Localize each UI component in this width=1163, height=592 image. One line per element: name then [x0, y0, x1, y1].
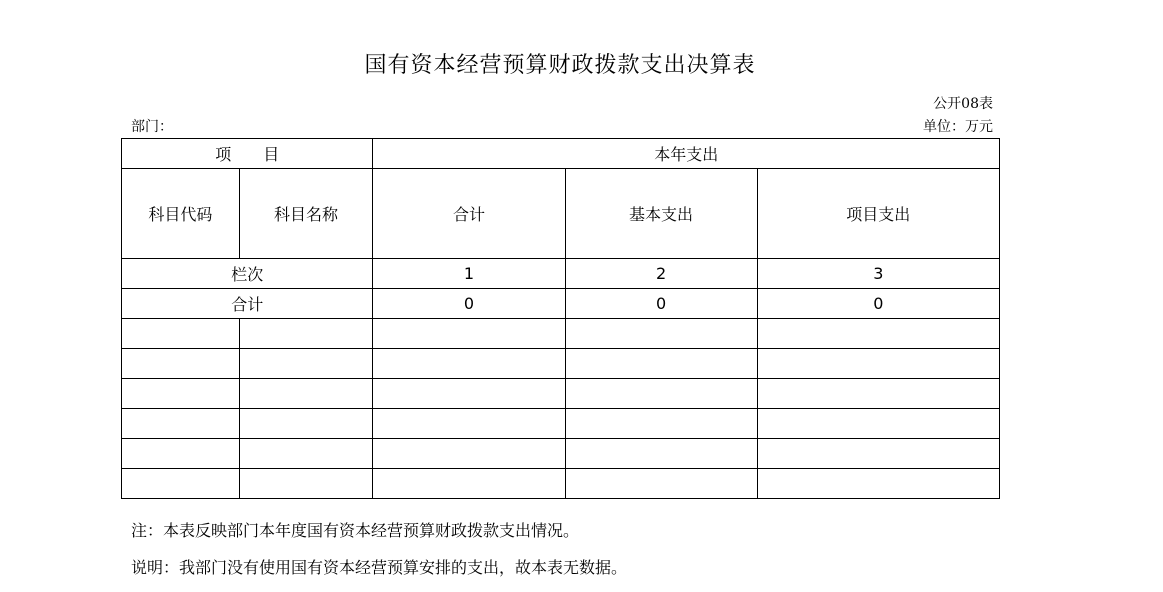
total-value: 0 [757, 289, 999, 319]
table-cell [239, 409, 373, 439]
footnote-explanation: 说明：我部门没有使用国有资本经营预算安排的支出，故本表无数据。 [131, 558, 628, 577]
header-row-2 [122, 169, 1000, 259]
table-cell [373, 349, 565, 379]
table-row [122, 319, 1000, 349]
table-cell [565, 409, 757, 439]
table-cell [239, 349, 373, 379]
table-cell [757, 319, 999, 349]
table-cell [565, 469, 757, 499]
header-subject-code: 科目代码 [122, 169, 240, 259]
header-year-spending: 本年支出 [373, 139, 1000, 169]
column-index-row [122, 259, 1000, 289]
header-total: 合计 [373, 169, 565, 259]
form-number: 公开08表 [933, 96, 993, 112]
table-cell [373, 439, 565, 469]
table-cell [565, 379, 757, 409]
table-row [122, 439, 1000, 469]
table-cell [373, 319, 565, 349]
column-index-value: 2 [565, 259, 757, 289]
table-cell [373, 409, 565, 439]
table-cell [122, 439, 240, 469]
table-row [122, 469, 1000, 499]
table-cell [122, 319, 240, 349]
page-title: 国有资本经营预算财政拨款支出决算表 [364, 53, 756, 78]
table-cell [122, 409, 240, 439]
table-cell [757, 409, 999, 439]
header-basic-spending: 基本支出 [565, 169, 757, 259]
column-index-value: 1 [373, 259, 565, 289]
header-subject-name: 科目名称 [239, 169, 373, 259]
table-cell [757, 379, 999, 409]
table-row [122, 349, 1000, 379]
department-label: 部门： [131, 119, 173, 135]
total-value: 0 [373, 289, 565, 319]
unit-label: 单位：万元 [923, 119, 993, 135]
expenditure-table [121, 138, 1000, 499]
table-cell [757, 349, 999, 379]
table-cell [757, 439, 999, 469]
total-row [122, 289, 1000, 319]
table-cell [565, 319, 757, 349]
column-index-label: 栏次 [122, 259, 373, 289]
total-label: 合计 [122, 289, 373, 319]
table-cell [122, 469, 240, 499]
table-cell [122, 379, 240, 409]
table-row [122, 409, 1000, 439]
table-cell [565, 349, 757, 379]
header-project-spending: 项目支出 [757, 169, 999, 259]
header-item: 项 目 [122, 139, 373, 169]
header-row-1 [122, 139, 1000, 169]
table-cell [239, 319, 373, 349]
total-value: 0 [565, 289, 757, 319]
table-cell [239, 439, 373, 469]
table-cell [122, 349, 240, 379]
table-row [122, 379, 1000, 409]
table-cell [757, 469, 999, 499]
footnote-note: 注：本表反映部门本年度国有资本经营预算财政拨款支出情况。 [131, 521, 580, 540]
table-cell [373, 379, 565, 409]
table-cell [565, 439, 757, 469]
table-cell [239, 379, 373, 409]
column-index-value: 3 [757, 259, 999, 289]
table-cell [373, 469, 565, 499]
table-cell [239, 469, 373, 499]
